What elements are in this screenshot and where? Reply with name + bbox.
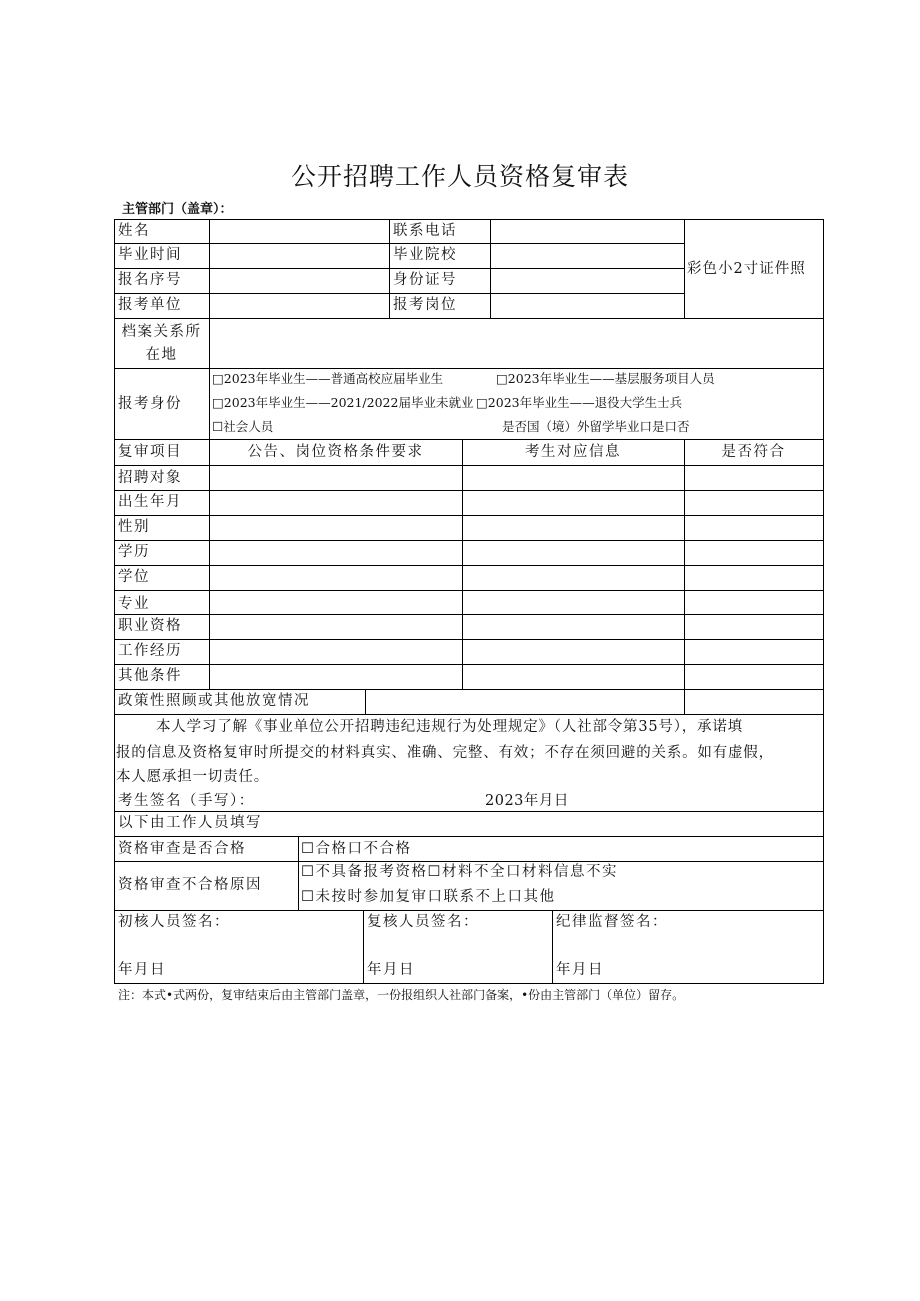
qualified-options[interactable]: ☐合格口不合格 <box>301 841 412 857</box>
footer-note: 注：本式•式两份，复审结束后由主管部门盖章，一份报组织人社部门备案，•份由主管部门（单位）留存。 <box>118 988 685 1002</box>
pledge-line-3: 本人愿承担一切责任。 <box>116 769 269 785</box>
pledge-line-2: 报的信息及资格复审时所提交的材料真实、准确、完整、有效；不存在须回避的关系。如有虚假， <box>116 745 774 761</box>
label-identity: 报考身份 <box>118 396 182 412</box>
label-school: 毕业院校 <box>393 247 457 263</box>
discipline-supervisor-date: 年月日 <box>556 962 604 978</box>
review-item-birth: 出生年月 <box>118 494 182 510</box>
review-item-target: 招聘对象 <box>118 470 182 486</box>
discipline-supervisor-signature: 纪律监督签名： <box>556 914 668 930</box>
label-archive-1: 档案关系所 <box>121 324 202 340</box>
identity-overseas-question[interactable]: 是否国（境）外留学毕业口是口否 <box>502 419 690 434</box>
header-candidate-info: 考生对应信息 <box>525 444 621 460</box>
second-reviewer-signature: 复核人员签名： <box>367 914 479 930</box>
label-id-no: 身份证号 <box>393 272 457 288</box>
initial-reviewer-date: 年月日 <box>118 962 166 978</box>
initial-reviewer-signature: 初核人员签名： <box>118 914 230 930</box>
unqualified-reason-options-2[interactable]: ☐未按时参加复审口联系不上口其他 <box>301 889 556 905</box>
review-item-qualification: 职业资格 <box>118 618 182 634</box>
review-item-policy: 政策性照顾或其他放宽情况 <box>118 693 310 709</box>
second-reviewer-date: 年月日 <box>367 962 415 978</box>
review-item-degree: 学位 <box>118 569 150 585</box>
identity-option-grassroots[interactable]: □2023年毕业生——基层服务项目人员 <box>496 371 715 386</box>
label-name: 姓名 <box>118 223 150 239</box>
candidate-signature-label: 考生签名（手写）： <box>118 793 255 809</box>
label-post: 报考岗位 <box>393 297 457 313</box>
identity-option-veteran[interactable]: □2023年毕业生——退役大学生士兵 <box>476 395 683 410</box>
review-item-experience: 工作经历 <box>118 643 182 659</box>
page-title: 公开招聘工作人员资格复审表 <box>290 162 629 191</box>
staff-section-header: 以下由工作人员填写 <box>118 815 262 831</box>
review-item-education: 学历 <box>118 544 150 560</box>
label-qualified: 资格审查是否合格 <box>118 841 246 857</box>
label-phone: 联系电话 <box>393 223 457 239</box>
photo-placeholder: 彩色小2寸证件照 <box>687 261 806 277</box>
review-item-gender: 性别 <box>118 519 150 535</box>
review-item-major: 专业 <box>118 596 150 612</box>
identity-option-unemployed-graduate[interactable]: □2023年毕业生——2021/2022届毕业未就业 <box>212 395 474 410</box>
identity-option-fresh-graduate[interactable]: □2023年毕业生——普通高校应届毕业生 <box>212 371 444 386</box>
label-grad-time: 毕业时间 <box>118 247 182 263</box>
unqualified-reason-options-1[interactable]: ☐不具备报考资格☐材料不全口材料信息不实 <box>301 864 618 880</box>
header-match: 是否符合 <box>721 444 786 460</box>
review-item-other: 其他条件 <box>118 668 182 684</box>
dept-seal-label: 主管部门（盖章）： <box>122 202 233 217</box>
label-unqualified-reason: 资格审查不合格原因 <box>118 877 262 893</box>
pledge-line-1: 本人学习了解《事业单位公开招聘违纪违规行为处理规定》（人社部令第35号），承诺填 <box>156 719 743 735</box>
label-archive-2: 在地 <box>145 347 178 363</box>
label-reg-no: 报名序号 <box>118 272 182 288</box>
pledge-date: 2023年月日 <box>485 793 569 809</box>
header-requirement: 公告、岗位资格条件要求 <box>247 444 424 460</box>
header-review-item: 复审项目 <box>118 444 182 460</box>
identity-option-public[interactable]: ☐社会人员 <box>212 419 274 434</box>
label-unit: 报考单位 <box>118 297 182 313</box>
